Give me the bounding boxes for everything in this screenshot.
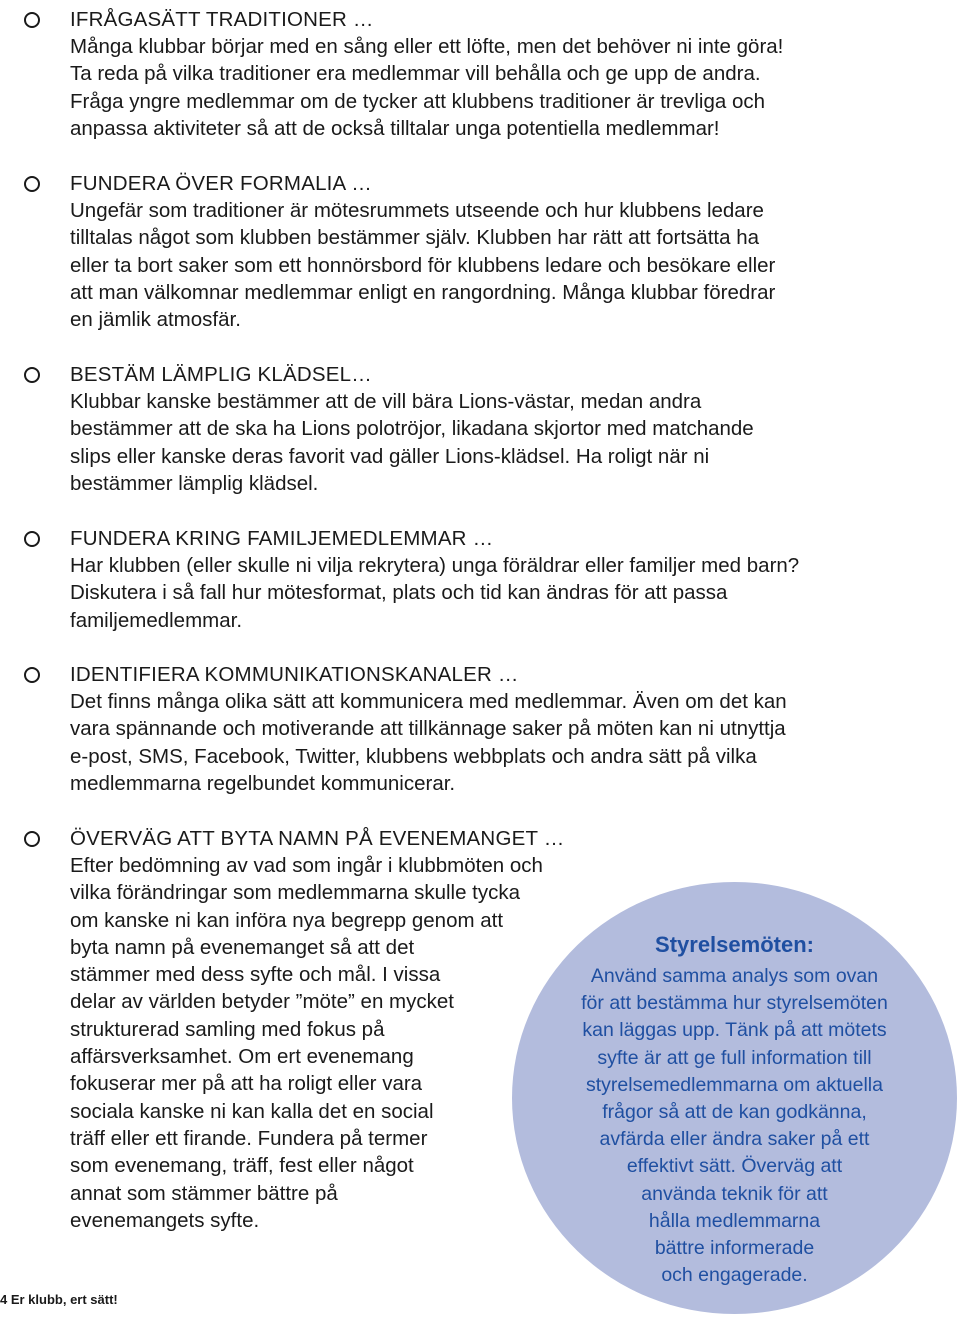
body-line: medlemmarna regelbundet kommunicerar.: [70, 771, 456, 795]
body-line: eller ta bort saker som ett honnörsbord för klubbens ledare och besökare eller: [70, 253, 776, 277]
body-line: att man välkomnar medlemmar enligt en rangordning. Många klubbar föredrar: [70, 280, 776, 304]
body-line: Klubbar kanske bestämmer att de vill bära Lions-västar, medan andra: [70, 390, 702, 413]
body-line: vilka förändringar som medlemmarna skulle tycka: [70, 881, 521, 905]
body-line: Fråga yngre medlemmar om de tycker att klubbens traditioner är trevliga och: [70, 89, 766, 113]
body-line: tilltalas något som klubben bestämmer själv. Klubben har rätt att fortsätta ha: [70, 226, 760, 250]
checkbox-circle-icon: [24, 531, 40, 547]
body-line: Det finns många olika sätt att kommunicera med medlemmar. Även om det kan: [70, 690, 787, 713]
body-line: fokuserar mer på att ha roligt eller vara: [70, 1072, 423, 1096]
body-line: bestämmer att de ska ha Lions polotröjor, likadana skjortor med matchande: [70, 417, 754, 441]
callout-line: kan läggas upp. Tänk på att mötets: [582, 1019, 887, 1042]
checklist-body: [70, 688, 787, 797]
body-line: Ta reda på vilka traditioner era medlemmar vill behålla och ge upp de andra.: [70, 62, 761, 86]
callout-line: styrelsemedlemmarna om aktuella: [586, 1073, 883, 1096]
body-line: slips eller kanske deras favorit vad gäller Lions-klädsel. Ha roligt när ni: [70, 444, 710, 468]
body-line: Har klubben (eller skulle ni vilja rekrytera) unga föräldrar eller familjer med barn?: [70, 554, 800, 577]
body-line: som evenemang, träff, fest eller något: [70, 1154, 414, 1178]
checklist-body: [70, 197, 775, 333]
callout-line: bättre informerade: [654, 1237, 815, 1260]
checkbox-circle-icon: [24, 367, 40, 383]
callout-line: avfärda eller ändra saker på ett: [599, 1128, 870, 1151]
checklist-body: [70, 552, 799, 634]
checkbox-circle-icon: [24, 176, 40, 192]
checklist-body: [70, 33, 783, 142]
body-line: Många klubbar börjar med en sång eller ett löfte, men det behöver ni inte göra!: [70, 35, 784, 58]
body-line: om kanske ni kan införa nya begrepp genom att: [70, 908, 504, 932]
checkbox-circle-icon: [24, 667, 40, 683]
body-line: Ungefär som traditioner är mötesrummets utseende och hur klubbens ledare: [70, 199, 764, 222]
checklist-heading: IDENTIFIERA KOMMUNIKATIONSKANALER …: [70, 663, 519, 686]
body-line: e-post, SMS, Facebook, Twitter, klubbens webbplats och andra sätt på vilka: [70, 744, 757, 768]
checklist-heading: FUNDERA KRING FAMILJEMEDLEMMAR …: [70, 527, 494, 550]
callout-line: använda teknik för att: [641, 1182, 828, 1205]
callout-line: syfte är att ge full information till: [597, 1046, 872, 1069]
checkbox-circle-icon: [24, 831, 40, 847]
body-line: strukturerad samling med fokus på: [70, 1017, 385, 1041]
checklist-body: [70, 388, 754, 497]
body-line: Efter bedömning av vad som ingår i klubbmöten och: [70, 854, 543, 877]
checkbox-circle-icon: [24, 12, 40, 28]
callout-line: hålla medlemmarna: [648, 1209, 821, 1232]
body-line: bestämmer lämplig klädsel.: [70, 471, 319, 495]
callout-body: [512, 963, 957, 1289]
checklist-heading: ÖVERVÄG ATT BYTA NAMN PÅ EVENEMANGET …: [70, 827, 565, 850]
callout-line: för att bestämma hur styrelsemöten: [581, 992, 888, 1015]
body-line: anpassa aktiviteter så att de också tilltalar unga potentiella medlemmar!: [70, 116, 720, 140]
callout-line: frågor så att de kan godkänna,: [602, 1101, 867, 1124]
page-footer: 4 Er klubb, ert sätt!: [0, 1292, 118, 1307]
body-line: sociala kanske ni kan kalla det en social: [70, 1099, 434, 1123]
checklist-heading: IFRÅGASÄTT TRADITIONER …: [70, 8, 374, 31]
checklist-heading: FUNDERA ÖVER FORMALIA …: [70, 172, 372, 195]
body-line: delar av världen betyder ”möte” en mycket: [70, 990, 454, 1014]
body-line: träff eller ett firande. Fundera på termer: [70, 1126, 428, 1150]
body-line: en jämlik atmosfär.: [70, 308, 241, 332]
callout-title: Styrelsemöten:: [655, 932, 814, 957]
body-line: evenemangets syfte.: [70, 1208, 260, 1232]
body-line: vara spännande och motiverande att tillkännage saker på möten kan ni utnyttja: [70, 717, 786, 741]
body-line: affärsverksamhet. Om ert evenemang: [70, 1045, 414, 1069]
body-line: stämmer med dess syfte och mål. I vissa: [70, 963, 441, 987]
body-line: annat som stämmer bättre på: [70, 1181, 338, 1205]
callout-line: effektivt sätt. Överväg att: [626, 1155, 843, 1178]
callout-line: Använd samma analys som ovan: [590, 965, 879, 987]
callout-line: och engagerade.: [661, 1264, 808, 1287]
body-line: familjemedlemmar.: [70, 608, 243, 632]
checklist-heading: BESTÄM LÄMPLIG KLÄDSEL…: [70, 363, 372, 386]
body-line: byta namn på evenemanget så att det: [70, 935, 415, 959]
checklist-body: [70, 852, 543, 1234]
body-line: Diskutera i så fall hur mötesformat, plats och tid kan ändras för att passa: [70, 581, 728, 605]
